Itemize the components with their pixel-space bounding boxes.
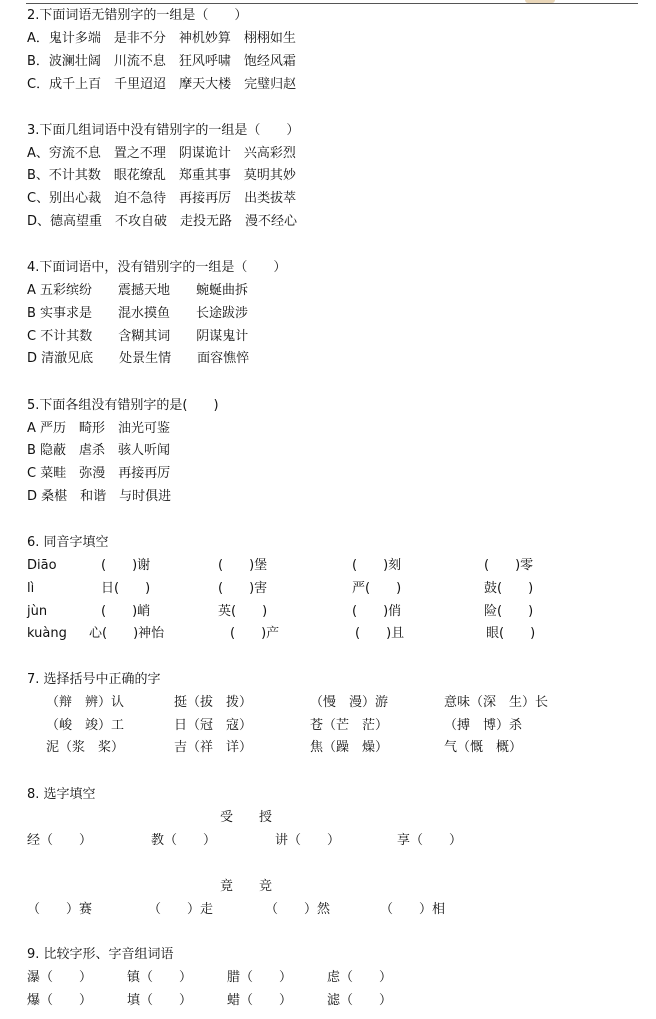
pinyin-label: lì [27, 581, 35, 596]
blank-item: ( )且 [355, 626, 405, 641]
pinyin-label: kuàng [27, 626, 67, 641]
blank-item: 日( ) [101, 581, 151, 596]
question-2-title: 2.下面词语无错别字的一组是（ ） [27, 8, 248, 23]
question-5-option-a: A 严历 畸形 油光可鉴 [27, 421, 171, 436]
question-3-option-c: C、别出心裁 迫不急待 再接再厉 出类拔萃 [27, 191, 297, 206]
choice-item: 焦（躁 燥） [310, 740, 389, 755]
blank-item: 险( ) [484, 604, 534, 619]
choice-item: 泥（浆 桨） [46, 740, 125, 755]
blank-item: ( )产 [230, 626, 280, 641]
question-2-option-c: C．成千上百 千里迢迢 摩天大楼 完璧归赵 [27, 77, 297, 92]
blank-item: ( )刻 [352, 558, 402, 573]
question-2-option-a: A．鬼计多端 是非不分 神机妙算 栩栩如生 [27, 31, 296, 46]
question-6-title: 6. 同音字填空 [27, 535, 109, 550]
choice-item: （辩 辨）认 [46, 695, 125, 710]
blank-item: （ ）赛 [27, 902, 93, 917]
blank-item: 蜡（ ） [227, 993, 293, 1008]
question-4-option-a: A 五彩缤纷 震撼天地 蜿蜒曲拆 [27, 283, 249, 298]
blank-item: 腊（ ） [227, 970, 293, 985]
blank-item: ( )害 [218, 581, 268, 596]
blank-item: 鼓( ) [484, 581, 534, 596]
choice-item: 日（冠 寇） [174, 718, 253, 733]
question-3-option-b: B、不计其数 眼花缭乱 郑重其事 莫明其妙 [27, 168, 296, 183]
question-3-option-a: A、穷流不息 置之不理 阴谋诡计 兴高彩烈 [27, 146, 296, 161]
header-decoration [525, 0, 555, 3]
blank-item: 填（ ） [127, 993, 193, 1008]
blank-item: ( )零 [484, 558, 534, 573]
question-2-option-b: B．波澜壮阔 川流不息 狂风呼啸 饱经风霜 [27, 54, 296, 69]
blank-item: 滤（ ） [327, 993, 393, 1008]
blank-item: ( )堡 [218, 558, 268, 573]
choice-item: 意味（深 生）长 [444, 695, 549, 710]
choice-item: （慢 漫）游 [310, 695, 389, 710]
blank-item: ( )谢 [101, 558, 151, 573]
choice-item: 吉（祥 详） [174, 740, 253, 755]
question-9-title: 9. 比较字形、字音组词语 [27, 947, 174, 962]
blank-item: 英( ) [218, 604, 268, 619]
blank-item: 严( ) [352, 581, 402, 596]
blank-item: 教（ ） [151, 833, 217, 848]
blank-item: 心( )神怡 [89, 626, 165, 641]
choice-item: （搏 博）杀 [444, 718, 523, 733]
blank-item: 虑（ ） [327, 970, 393, 985]
pinyin-label: jùn [27, 604, 48, 619]
blank-item: 经（ ） [27, 833, 93, 848]
blank-item: ( )峭 [101, 604, 151, 619]
blank-item: （ ）然 [265, 902, 331, 917]
pinyin-label: Diāo [27, 558, 57, 573]
question-5-option-c: C 菜畦 弥漫 再接再厉 [27, 466, 171, 481]
choice-characters: 竟 竞 [220, 879, 273, 894]
blank-item: （ ）走 [148, 902, 214, 917]
question-3-option-d: D、德高望重 不攻自破 走投无路 漫不经心 [27, 214, 298, 229]
blank-item: 爆（ ） [27, 993, 93, 1008]
question-4-option-b: B 实事求是 混水摸鱼 长途跋涉 [27, 306, 249, 321]
question-8-title: 8. 选字填空 [27, 787, 96, 802]
blank-item: 瀑（ ） [27, 970, 93, 985]
question-4-option-d: D 清澈见底 处景生情 面容憔悴 [27, 351, 250, 366]
choice-item: 挺（拔 拨） [174, 695, 253, 710]
blank-item: 镇（ ） [127, 970, 193, 985]
question-5-option-b: B 隐蔽 虐杀 骇人听闻 [27, 443, 171, 458]
blank-item: 眼( ) [486, 626, 536, 641]
question-4-option-c: C 不计其数 含糊其词 阴谋鬼计 [27, 329, 249, 344]
question-4-title: 4.下面词语中，没有错别字的一组是（ ） [27, 260, 287, 275]
question-3-title: 3.下面几组词语中没有错别字的一组是（ ） [27, 123, 300, 138]
question-7-title: 7. 选择括号中正确的字 [27, 672, 161, 687]
question-5-option-d: D 桑椹 和谐 与时俱进 [27, 489, 172, 504]
blank-item: 享（ ） [397, 833, 463, 848]
choice-item: （峻 竣）工 [46, 718, 125, 733]
blank-item: （ ）相 [380, 902, 446, 917]
header-rule [26, 3, 638, 4]
choice-item: 气（慨 概） [444, 740, 523, 755]
choice-item: 苍（芒 茫） [310, 718, 389, 733]
blank-item: 讲（ ） [275, 833, 341, 848]
choice-characters: 受 授 [220, 810, 273, 825]
blank-item: ( )俏 [352, 604, 402, 619]
question-5-title: 5.下面各组没有错别字的是( ) [27, 398, 219, 413]
